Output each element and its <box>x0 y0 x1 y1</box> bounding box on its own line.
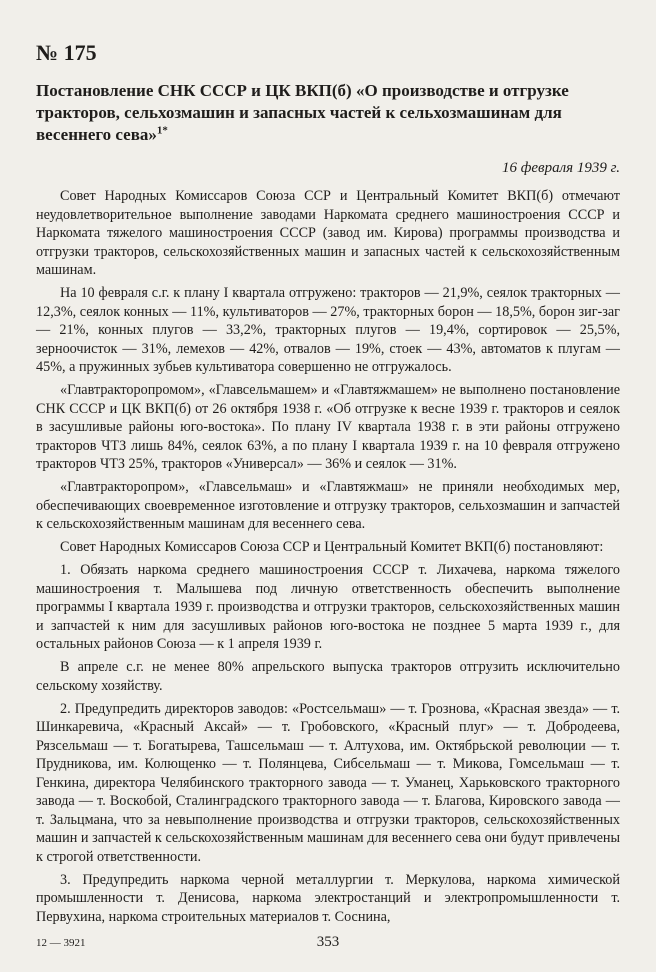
document-number: № 175 <box>36 40 97 65</box>
footnote-mark: 1* <box>156 124 168 137</box>
document-page <box>36 40 620 931</box>
document-title-text: Постановление СНК СССР и ЦК ВКП(б) «О производстве и отгрузке тракторов, сельхозмашин и запасных частей к сельхозмашинам для весеннего сева» <box>36 81 569 144</box>
paragraph: «Главтракторопром», «Главсельмаш» и «Главтяжмаш» не приняли необходимых мер, обеспечивающих своевременное изготовление и отгрузку тракторов, сельхозмашин и запчастей к сельскохозяйственным машинам для весеннего сева. <box>36 479 620 532</box>
page-number: 353 <box>316 934 340 950</box>
paragraph: Совет Народных Комиссаров Союза ССР и Центральный Комитет ВКП(б) отмечают неудовлетворительное выполнение заводами Наркомата среднего машиностроения СССР и Наркомата тяжелого машиностроения СССР (завод им. Кирова) программы производства и отгрузки тракторов, сельскохозяйственных машин и запасных частей к сельскохозяйственным машинам. <box>36 188 620 278</box>
paragraph: Совет Народных Комиссаров Союза ССР и Центральный Комитет ВКП(б) постановляют: <box>60 539 604 555</box>
paragraph: 2. Предупредить директоров заводов: «Ростсельмаш» — т. Грознова, «Красная звезда» — т. Шинкаревича, «Красный Аксай» — т. Гробовского, «Красный плуг» — т. Добродеева, Рязсельмаш — т. Богатырева, Ташсельмаш — т. Алтухова, им. Октябрьской революции — т. Прудникова, им. Колющенко — т. Полянцева, Сибсельмаш — т. Микова, Гомсельмаш — т. Генкина, директора Челябинского тракторного завода — т. Уманец, Харьковского тракторного завода — т. Воскобой, Сталинградского тракторного завода — т. Благова, Кировского завода — т. Зальцмана, что за невыполнение производства и отгрузки тракторов, сельскохозяйственных машин и запчастей к сельскохозяйственным машинам для весеннего сева они будут привлечены к строгой ответственности. <box>36 700 620 865</box>
document-date: 16 февраля 1939 г. <box>502 160 620 176</box>
paragraph: «Главтракторопромом», «Главсельмашем» и «Главтяжмашем» не выполнено постановление СНК СССР и ЦК ВКП(б) от 26 октября 1938 г. «Об отгрузке к весне 1939 г. тракторов и сеялок в засушливые районы юго-востока». По плану IV квартала 1938 г. в эти районы отгружено тракторов ЧТЗ лишь 84%, сеялок 63%, а по плану I квартала 1939 г. на 10 февраля отгружено тракторов ЧТЗ 25%, тракторов «Универсал» — 36% и сеялок — 31%. <box>36 382 620 472</box>
paragraph: В апреле с.г. не менее 80% апрельского выпуска тракторов отгрузить исключительно сельскому хозяйству. <box>36 659 620 694</box>
paragraph: 3. Предупредить наркома черной металлургии т. Меркулова, наркома химической промышленности т. Денисова, наркома электростанций и электропромышленности т. Первухина, наркома строительных материалов т. Соснина, <box>36 871 620 925</box>
signature-mark: 12 — 3921 <box>36 937 86 949</box>
page-footer <box>0 934 656 952</box>
document-body <box>36 187 620 926</box>
paragraph: На 10 февраля с.г. к плану I квартала отгружено: тракторов — 21,9%, сеялок тракторных — 12,3%, сеялок конных — 11%, культиваторов — 27%, тракторных борон — 18,5%, борон зиг-заг — 21%, конных плугов — 33,2%, тракторных плугов — 19,4%, сортировок — 25,5%, зерноочисток — 31%, лемехов — 42%, отвалов — 19%, стоек — 43%, автоматов к плугам — 45%, а пружинных зубьев культиватора совершенно не отгружалось. <box>36 285 621 375</box>
paragraph: 1. Обязать наркома среднего машиностроения СССР т. Лихачева, наркома тяжелого машиностроения т. Малышева под личную ответственность обеспечить выполнение программы I квартала 1939 г. производства и отгрузки тракторов, сельскохозяйственных машин и запчастей к ним для засушливых районов юго-востока не позднее 5 марта 1939 г., для остальных районов Союза — к 1 апреля 1939 г. <box>36 562 620 652</box>
document-title <box>36 80 620 146</box>
